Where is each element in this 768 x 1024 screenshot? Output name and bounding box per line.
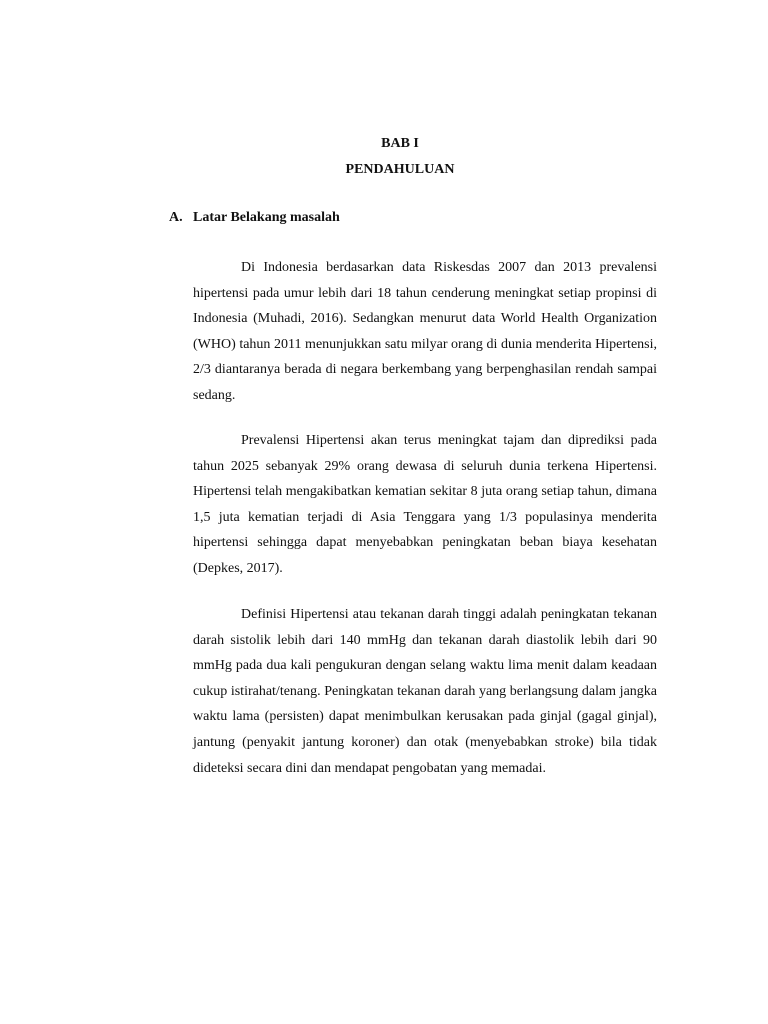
paragraph: Prevalensi Hipertensi akan terus meningkat tajam dan diprediksi pada tahun 2025 sebanyak 29% orang dewasa di seluruh dunia terkena Hipertensi. Hipertensi telah mengakibatkan kematian sekitar 8 juta orang setiap tahun, dimana 1,5 juta kematian terjadi di Asia Tenggara yang 1/3 populasinya menderita hipertensi sehingga dapat menyebabkan peningkatan beban biaya kesehatan (Depkes, 2017). xyxy=(193,433,657,576)
section-marker: A. xyxy=(169,210,183,225)
paragraph: Definisi Hipertensi atau tekanan darah tinggi adalah peningkatan tekanan darah sistolik lebih dari 140 mmHg dan tekanan darah diastolik lebih dari 90 mmHg pada dua kali pengukuran dengan selang waktu lima menit dalam keadaan cukup istirahat/tenang. Peningkatan tekanan darah yang berlangsung dalam jangka waktu lama (persisten) dapat menimbulkan kerusakan pada ginjal (gagal ginjal), jantung (penyakit jantung koroner) dan otak (menyebabkan stroke) bila tidak dideteksi secara dini dan mendapat pengobatan yang memadai. xyxy=(193,607,657,776)
paragraph: Di Indonesia berdasarkan data Riskesdas 2007 dan 2013 prevalensi hipertensi pada umur lebih dari 18 tahun cenderung meningkat setiap propinsi di Indonesia (Muhadi, 2016). Sedangkan menurut data World Health Organization (WHO) tahun 2011 menunjukkan satu milyar orang di dunia menderita Hipertensi, 2/3 diantaranya berada di negara berkembang yang berpenghasilan rendah sampai sedang. xyxy=(193,260,657,403)
chapter-title: PENDAHULUAN xyxy=(345,162,455,177)
chapter-number: BAB I xyxy=(381,136,419,151)
section-title: Latar Belakang masalah xyxy=(193,210,340,225)
section-heading xyxy=(169,210,340,226)
